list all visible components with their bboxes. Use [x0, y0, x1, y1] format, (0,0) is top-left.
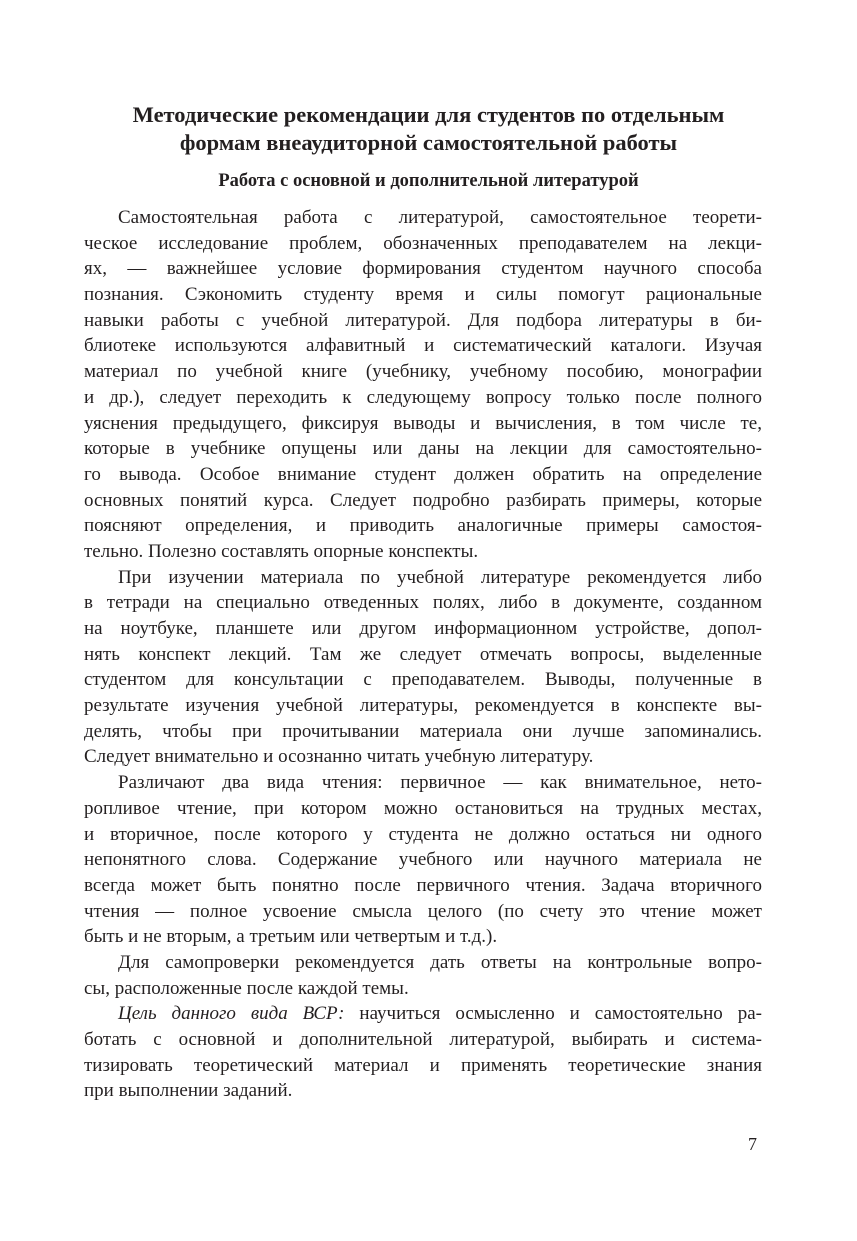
- text-line: делять, чтобы при прочитывании материала они лучше запоминались.: [84, 720, 762, 742]
- text-line: непонятного слова. Содержание учебного или научного материала не: [84, 849, 762, 871]
- text-line: студентом для консультации с преподавателем. Выводы, полученные в: [84, 669, 762, 691]
- text-line: и вторичное, после которого у студента не должно остаться ни одного: [84, 823, 762, 845]
- text-line: поясняют определения, и приводить аналогичные примеры самостоя-: [84, 515, 762, 537]
- text-line: тизировать теоретический материал и применять теоретические знания: [84, 1054, 762, 1076]
- text-line: го вывода. Особое внимание студент должен обратить на определение: [84, 463, 762, 485]
- text-line: Следует внимательно и осознанно читать учебную литературу.: [84, 746, 594, 768]
- text-line: ботать с основной и дополнительной литературой, выбирать и система-: [84, 1029, 762, 1050]
- text-line: Самостоятельная работа с литературой, самостоятельное теорети-: [118, 207, 762, 228]
- goal-label: Цель данного вида ВСР:: [118, 1003, 345, 1025]
- text-line: быть и не вторым, а третьим или четвертым и т.д.).: [84, 926, 498, 948]
- text-line: всегда может быть понятно после первичного чтения. Задача вторичного: [84, 874, 762, 896]
- section-subtitle: Работа с основной и дополнительной литературой: [218, 171, 639, 191]
- text-line: При изучении материала по учебной литературе рекомендуется либо: [118, 566, 762, 588]
- goal-paragraph: [84, 1001, 762, 1104]
- paragraph: [84, 950, 762, 1001]
- text-line: на ноутбуке, планшете или другом информационном устройстве, допол-: [84, 618, 762, 639]
- text-line: ческое исследование проблем, обозначенных преподавателем на лекци-: [84, 232, 762, 254]
- text-line: результате изучения учебной литературы, рекомендуется в конспекте вы-: [84, 695, 762, 717]
- title-line: формам внеаудиторной самостоятельной работы: [179, 130, 678, 155]
- goal-text: научиться осмысленно и самостоятельно ра-: [344, 1003, 762, 1025]
- text-line: при выполнении заданий.: [84, 1080, 293, 1102]
- body-text: [84, 205, 762, 1104]
- text-line: в тетради на специально отведенных полях, либо в документе, созданном: [84, 592, 762, 614]
- text-line: ропливое чтение, при котором можно остановиться на трудных местах,: [84, 797, 762, 819]
- page-number: 7: [748, 1134, 757, 1154]
- text-line: ях, — важнейшее условие формирования студентом научного способа: [84, 258, 762, 280]
- text-line: [84, 1001, 762, 1027]
- text-line: уяснения предыдущего, фиксируя выводы и вычисления, в том числе те,: [84, 412, 762, 434]
- paragraph: [84, 205, 762, 565]
- text-line: чтения — полное усвоение смысла целого (по счету это чтение может: [84, 900, 762, 922]
- text-line: Различают два вида чтения: первичное — как внимательное, нето-: [118, 772, 762, 794]
- text-line: нять конспект лекций. Там же следует отмечать вопросы, выделенные: [84, 643, 762, 665]
- text-line: сы, расположенные после каждой темы.: [84, 977, 409, 999]
- text-line: тельно. Полезно составлять опорные конспекты.: [84, 540, 479, 562]
- text-line: которые в учебнике опущены или даны на лекции для самостоятельно-: [84, 438, 762, 460]
- text-line: блиотеке используются алфавитный и систематический каталоги. Изучая: [84, 335, 762, 357]
- paragraph: [84, 770, 762, 950]
- text-line: навыки работы с учебной литературой. Для подбора литературы в би-: [84, 309, 762, 331]
- page-title: [60, 101, 797, 157]
- text-line: и др.), следует переходить к следующему вопросу только после полного: [84, 386, 762, 408]
- text-line: основных понятий курса. Следует подробно разбирать примеры, которые: [84, 489, 762, 511]
- text-line: Для самопроверки рекомендуется дать ответы на контрольные вопро-: [118, 951, 762, 973]
- text-line: познания. Сэкономить студенту время и силы помогут рациональные: [84, 284, 762, 306]
- text-line: материал по учебной книге (учебнику, учебному пособию, монографии: [84, 361, 762, 383]
- title-line: Методические рекомендации для студентов по отдельным: [132, 102, 725, 127]
- paragraph: [84, 565, 762, 771]
